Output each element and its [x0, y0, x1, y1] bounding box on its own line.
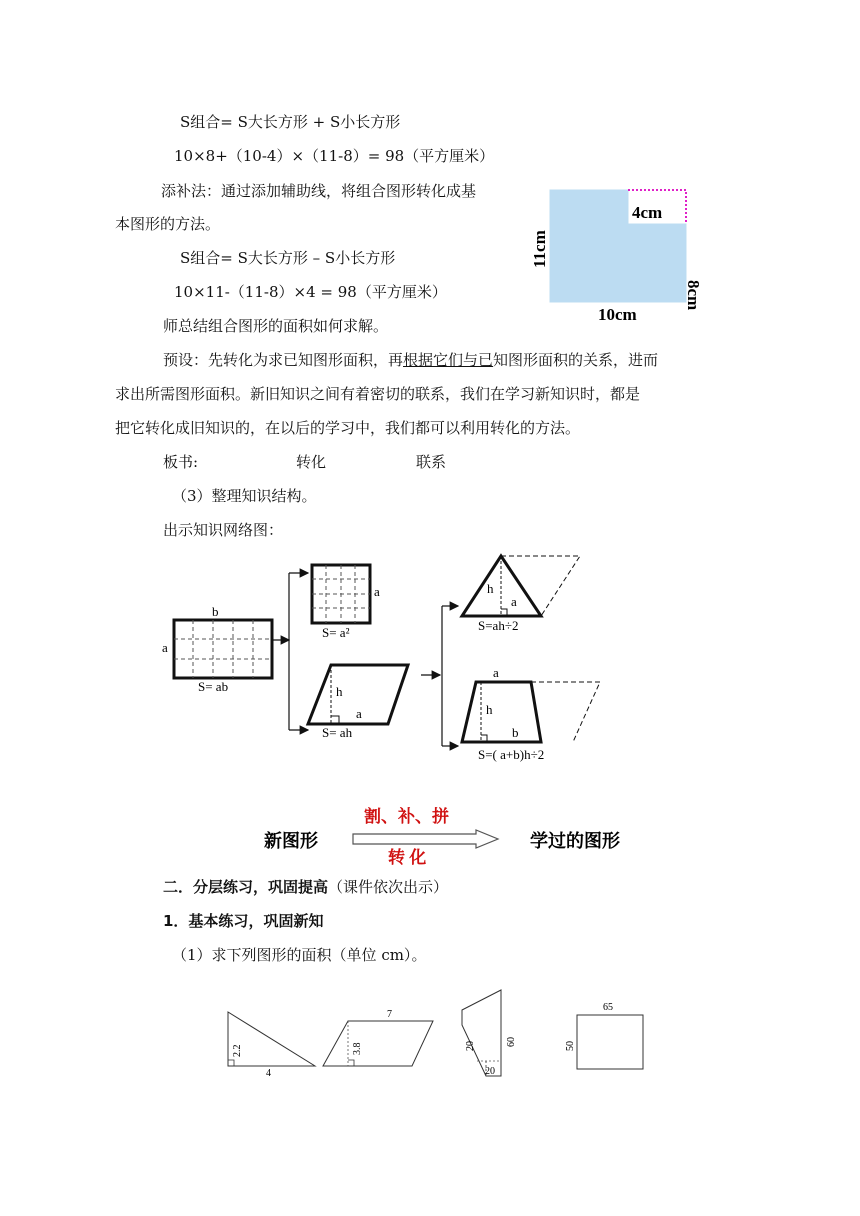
- composite-shape: [550, 190, 686, 302]
- formula-line-1: S组合= S大长方形 + S小长方形: [180, 113, 401, 131]
- formula-line-3: S组合= S大长方形 – S小长方形: [180, 249, 396, 267]
- rectangle-node: [162, 604, 272, 694]
- rect-label-a: a: [162, 640, 168, 655]
- trap-label-b: b: [512, 725, 519, 740]
- transform-relation: [250, 795, 650, 870]
- preset-line-1: [163, 350, 658, 370]
- para-formula: S= ah: [322, 725, 353, 740]
- trap-left: 20: [465, 1041, 476, 1051]
- organize-line: （3）整理知识结构。: [172, 487, 317, 505]
- preset-line-2: 求出所需图形面积。新旧知识之间有着密切的联系，我们在学习新知识时，都是: [115, 385, 641, 403]
- tri-label-h: h: [487, 581, 494, 596]
- trap-label-h: h: [486, 702, 493, 717]
- board-label: 板书:: [163, 453, 199, 471]
- para-label-h: h: [336, 684, 343, 699]
- trap-formula: S=( a+b)h÷2: [478, 747, 545, 762]
- transform-arrow: [353, 830, 498, 848]
- cut-fill-join-label: 割、补、拼: [364, 807, 449, 826]
- exercise-triangle: [228, 1012, 315, 1077]
- label-11cm: 11cm: [530, 230, 549, 268]
- formula-line-4: 10×11-（11-8）×4 = 98（平方厘米）: [174, 283, 447, 301]
- exercise-rectangle: [565, 1002, 643, 1069]
- exercise-shapes: [215, 985, 655, 1077]
- knowledge-network-diagram: [156, 548, 616, 770]
- square-label-a: a: [374, 584, 380, 599]
- tri-formula: S=ah÷2: [478, 618, 519, 633]
- section-2-heading: [163, 877, 448, 897]
- triangle-base: 4: [266, 1068, 271, 1077]
- trap-bottom: 20: [485, 1066, 495, 1077]
- section-2-title: 二．分层练习，巩固提高: [163, 878, 329, 896]
- square-formula: S= a²: [322, 625, 350, 640]
- board-item-1: 转化: [296, 453, 327, 471]
- preset-text-c: 知图形面积的关系，进而: [493, 351, 659, 369]
- tri-label-a: a: [511, 594, 517, 609]
- label-10cm: 10cm: [598, 305, 637, 324]
- formula-line-2: 10×8+（10-4）×（11-8）= 98（平方厘米）: [174, 147, 495, 165]
- para-height: 3.8: [352, 1042, 363, 1055]
- preset-text-underlined: 根据它们与已: [403, 351, 494, 369]
- label-4cm: 4cm: [632, 203, 663, 222]
- section-2-note: （课件依次出示）: [328, 878, 449, 896]
- rect-formula: S= ab: [198, 679, 229, 694]
- section-3-heading: 1．基本练习，巩固新知: [163, 912, 324, 930]
- square-node: [312, 565, 380, 640]
- method-line-2: 本图形的方法。: [115, 215, 221, 233]
- exercise-trapezoid: [462, 990, 517, 1077]
- transform-label: 转 化: [388, 848, 427, 867]
- trapezoid-node: [462, 665, 600, 762]
- network-intro: 出示知识网络图：: [163, 521, 284, 539]
- triangle-node: [462, 556, 580, 633]
- parallelogram-node: [308, 665, 408, 740]
- method-line-1: 添补法：通过添加辅助线，将组合图形转化成基: [161, 182, 477, 200]
- triangle-height: 2.2: [232, 1044, 243, 1057]
- rect-left: 50: [565, 1041, 576, 1051]
- trap-label-a: a: [493, 665, 499, 680]
- para-label-a: a: [356, 706, 362, 721]
- trap-height: 60: [506, 1037, 517, 1047]
- board-item-2: 联系: [416, 453, 447, 471]
- preset-text-a: 预设：先转化为求已知图形面积，再: [163, 351, 404, 369]
- rect-label-b: b: [212, 604, 219, 619]
- para-top: 7: [387, 1009, 392, 1020]
- new-shape-label: 新图形: [264, 831, 318, 851]
- rect-top: 65: [603, 1002, 613, 1013]
- composite-figure: [528, 182, 708, 326]
- exercise-prompt: （1）求下列图形的面积（单位 cm）。: [172, 946, 427, 964]
- exercise-parallelogram: [323, 1009, 433, 1066]
- summary-line: 师总结组合图形的面积如何求解。: [163, 317, 389, 335]
- preset-line-3: 把它转化成旧知识的，在以后的学习中，我们都可以利用转化的方法。: [115, 419, 581, 437]
- label-8cm: 8cm: [684, 280, 703, 311]
- learned-shape-label: 学过的图形: [530, 831, 620, 851]
